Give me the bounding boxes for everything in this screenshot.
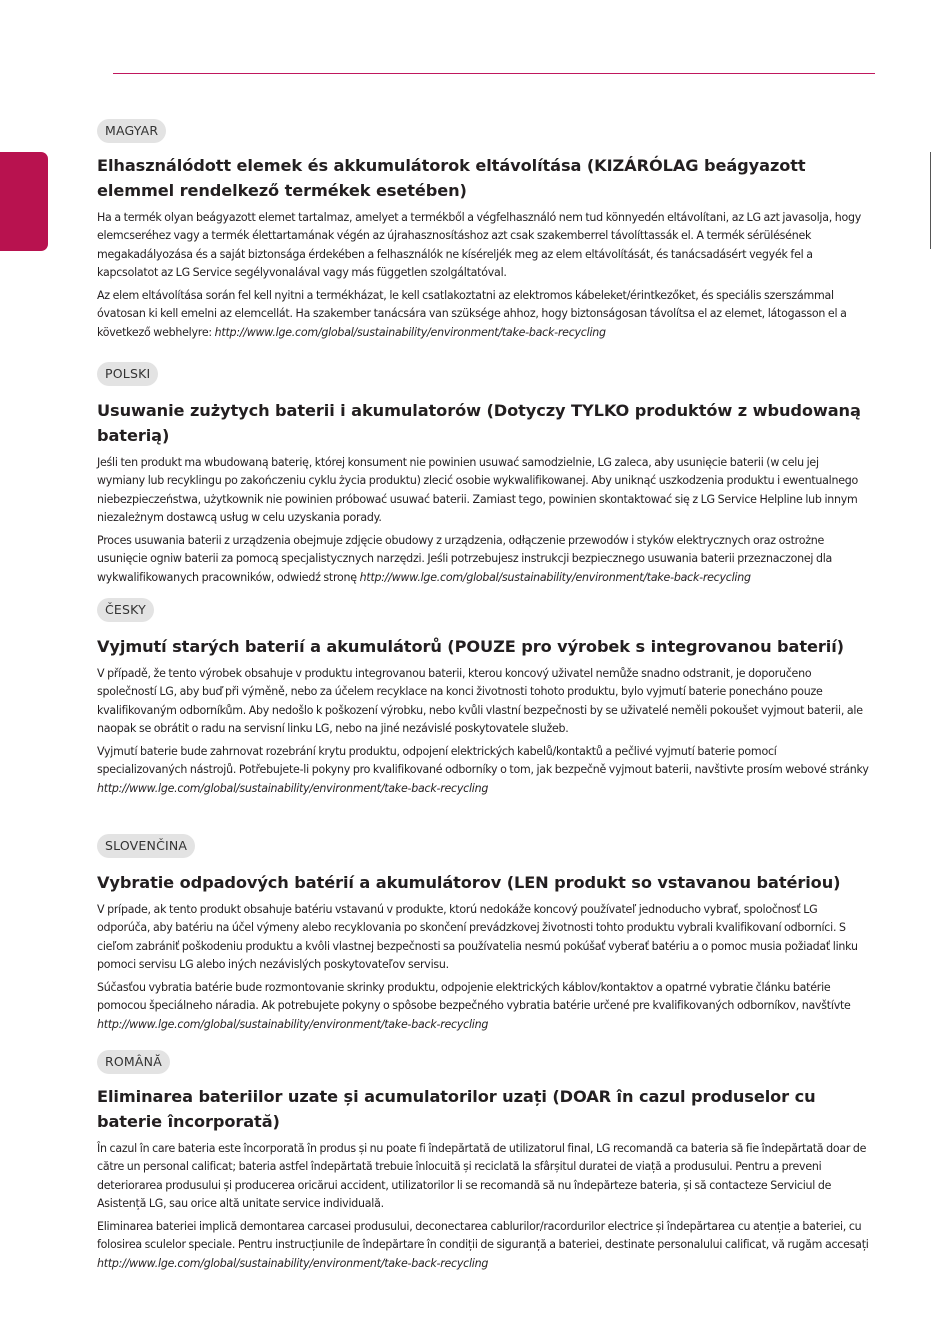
- header-rule: [113, 73, 875, 74]
- paragraph-procedure: [97, 1218, 869, 1273]
- section-cesky: [97, 598, 869, 803]
- paragraph-intro: [97, 209, 869, 282]
- paragraph-text: Ha a termék olyan beágyazott elemet tartalmaz, amelyet a termékből a végfelhasználó nem tud könnyedén eltávolítani, az LG azt javasolja, hogy elemcseréhez vagy a termék élettartamának végén az újrahasznosításhoz azt csak szakemberrel távolíttassák el. A termék sérülésének megakadályozása és a saját biztonsága érdekében a felhasználók ne kíséreljék meg az elem eltávolítását, és tanácsadásért vegyék fel a kapcsolatot az LG Service segélyvonalával vagy más független szolgáltatóval.: [97, 211, 862, 279]
- section-slovencina: [97, 834, 869, 1039]
- paragraph-intro: [97, 901, 869, 974]
- language-badge: POLSKI: [97, 362, 158, 386]
- paragraph-intro: [97, 665, 869, 738]
- section-heading: Vybratie odpadových batérií a akumulátorov (LEN produkt so vstavanou batériou): [97, 873, 841, 892]
- paragraph-procedure: [97, 532, 869, 587]
- paragraph-text: În cazul în care bateria este încorporată în produs și nu poate fi îndepărtată de utilizatorul final, LG recomandă ca bateria să fie îndepărtată doar de către un personal calificat; bateria astfel îndepărtată trebuie înlocuită și reciclată la sfârșitul duratei de viață a produsului. Pentru a preveni deteriorarea produsului și producerea oricărui accident, utilizatorilor li se recomandă să nu îndepărteze bateria, și să contacteze Serviciul de Asistență LG, sau orice altă unitate service individuală.: [97, 1142, 867, 1210]
- section-heading: Eliminarea bateriilor uzate și acumulatorilor uzați (DOAR în cazul produselor cu baterie încorporată): [97, 1087, 816, 1131]
- section-heading: Elhasználódott elemek és akkumulátorok eltávolítása (KIZÁRÓLAG beágyazott elemmel rendelkező termékek esetében): [97, 156, 806, 200]
- paragraph-text: V případě, že tento výrobek obsahuje v produktu integrovanou baterii, kterou koncový uživatel nemůže snadno odstranit, je doporučeno společností LG, aby buď při výměně, nebo za účelem recyklace na konci životnosti tohoto produktu, bylo vyjmutí baterie ponecháno pouze kvalifikovaným odborníkům. Aby nedošlo k poškození výrobku, nebo kvůli vlastní bezpečnosti by se uživatelé neměli pokoušet vyjmout baterii, ale naopak se obrátit o radu na servisní linku LG, nebo na jiné nezávislé poskytovatele služeb.: [97, 667, 863, 735]
- paragraph-text: Eliminarea bateriei implică demontarea carcasei produsului, deconectarea cablurilor/racordurilor electrice și îndepărtarea cu atenție a bateriei, cu folosirea sculelor speciale. Pentru instrucțiunile de îndepărtare în condiții de siguranță a bateriei, destinate personalului calificat, vă rugăm accesați: [97, 1220, 869, 1252]
- paragraph-text: Jeśli ten produkt ma wbudowaną baterię, której konsument nie powinien usuwać samodzielnie, LG zaleca, aby usunięcie baterii (w celu jej wymiany lub recyklingu po zakończeniu cyklu życia produktu) zlecić osobie wykwalifikowanej. Aby uniknąć uszkodzenia produktu i ewentualnego niebezpieczeństwa, użytkownik nie powinien próbować usuwać baterii. Zamiast tego, powinien skontaktować się z LG Service Helpline lub innym niezależnym dostawcą usług w celu uzyskania porady.: [97, 456, 859, 524]
- section-polski: [97, 362, 869, 592]
- recycling-link[interactable]: http://www.lge.com/global/sustainability/environment/take-back-recycling: [214, 325, 606, 339]
- section-heading: Usuwanie zużytych baterii i akumulatorów (Dotyczy TYLKO produktów z wbudowaną baterią): [97, 401, 861, 445]
- recycling-link[interactable]: http://www.lge.com/global/sustainability/environment/take-back-recycling: [97, 781, 489, 795]
- paragraph-procedure: [97, 287, 869, 342]
- section-magyar: [97, 119, 869, 347]
- recycling-link[interactable]: http://www.lge.com/global/sustainability/environment/take-back-recycling: [97, 1017, 489, 1031]
- paragraph-text: Proces usuwania baterii z urządzenia obejmuje zdjęcie obudowy z urządzenia, odłączenie przewodów i styków elektrycznych oraz ostrożne usunięcie ogniw baterii za pomocą specjalistycznych narzędzi. Jeśli potrzebujesz instrukcji bezpiecznego usuwania baterii przeznaczonej dla wykwalifikowanych pracowników, odwiedź stronę: [97, 534, 833, 584]
- language-badge: SLOVENČINA: [97, 834, 195, 858]
- section-romana: [97, 1050, 869, 1278]
- language-side-tab: [0, 152, 48, 251]
- language-badge: MAGYAR: [97, 119, 166, 143]
- paragraph-text: V prípade, ak tento produkt obsahuje batériu vstavanú v produkte, ktorú nedokáže koncový používateľ jednoducho vybrať, spoločnosť LG odporúča, aby batériu na účel výmeny alebo recyklovania po skončení prevádzkovej životnosti tohto produktu vybrali kvalifikovaní odborníci. S cieľom zabrániť poškodeniu produktu a kvôli vlastnej bezpečnosti sa používatelia nesmú pokúšať vyberať batériu a o pomoc musia požiadať linku pomoci servisu LG alebo iných nezávislých poskytovateľov servisu.: [97, 903, 858, 971]
- paragraph-procedure: [97, 979, 869, 1034]
- page-edge-mark: [930, 152, 931, 249]
- section-heading: Vyjmutí starých baterií a akumulátorů (POUZE pro výrobek s integrovanou baterií): [97, 637, 844, 656]
- paragraph-procedure: [97, 743, 869, 798]
- paragraph-intro: [97, 1140, 869, 1213]
- paragraph-intro: [97, 454, 869, 527]
- recycling-link[interactable]: http://www.lge.com/global/sustainability/environment/take-back-recycling: [359, 570, 751, 584]
- recycling-link[interactable]: http://www.lge.com/global/sustainability/environment/take-back-recycling: [97, 1256, 489, 1270]
- paragraph-text: Súčasťou vybratia batérie bude rozmontovanie skrinky produktu, odpojenie elektrických káblov/kontaktov a opatrné vybratie článku batérie pomocou špeciálneho náradia. Ak potrebujete pokyny o spôsobe bezpečného vybratia batérie určené pre kvalifikovaných odborníkov, navštívte: [97, 981, 851, 1013]
- paragraph-text: Vyjmutí baterie bude zahrnovat rozebrání krytu produktu, odpojení elektrických kabelů/kontaktů a pečlivé vyjmutí baterie pomocí specializovaných nástrojů. Potřebujete-li pokyny pro kvalifikované odborníky o tom, jak bezpečně vyjmout baterii, navštivte prosím webové stránky: [97, 745, 869, 777]
- language-badge: ČESKY: [97, 598, 154, 622]
- language-badge: ROMÂNĂ: [97, 1050, 170, 1074]
- paragraph-text: Az elem eltávolítása során fel kell nyitni a termékházat, le kell csatlakoztatni az elektromos kábeleket/érintkezőket, és speciális szerszámmal óvatosan ki kell emelni az elemcellát. Ha szakember tanácsára van szüksége ahhoz, hogy biztonságosan távolítsa el az elemet, látogasson el a következő webhelyre:: [97, 289, 847, 339]
